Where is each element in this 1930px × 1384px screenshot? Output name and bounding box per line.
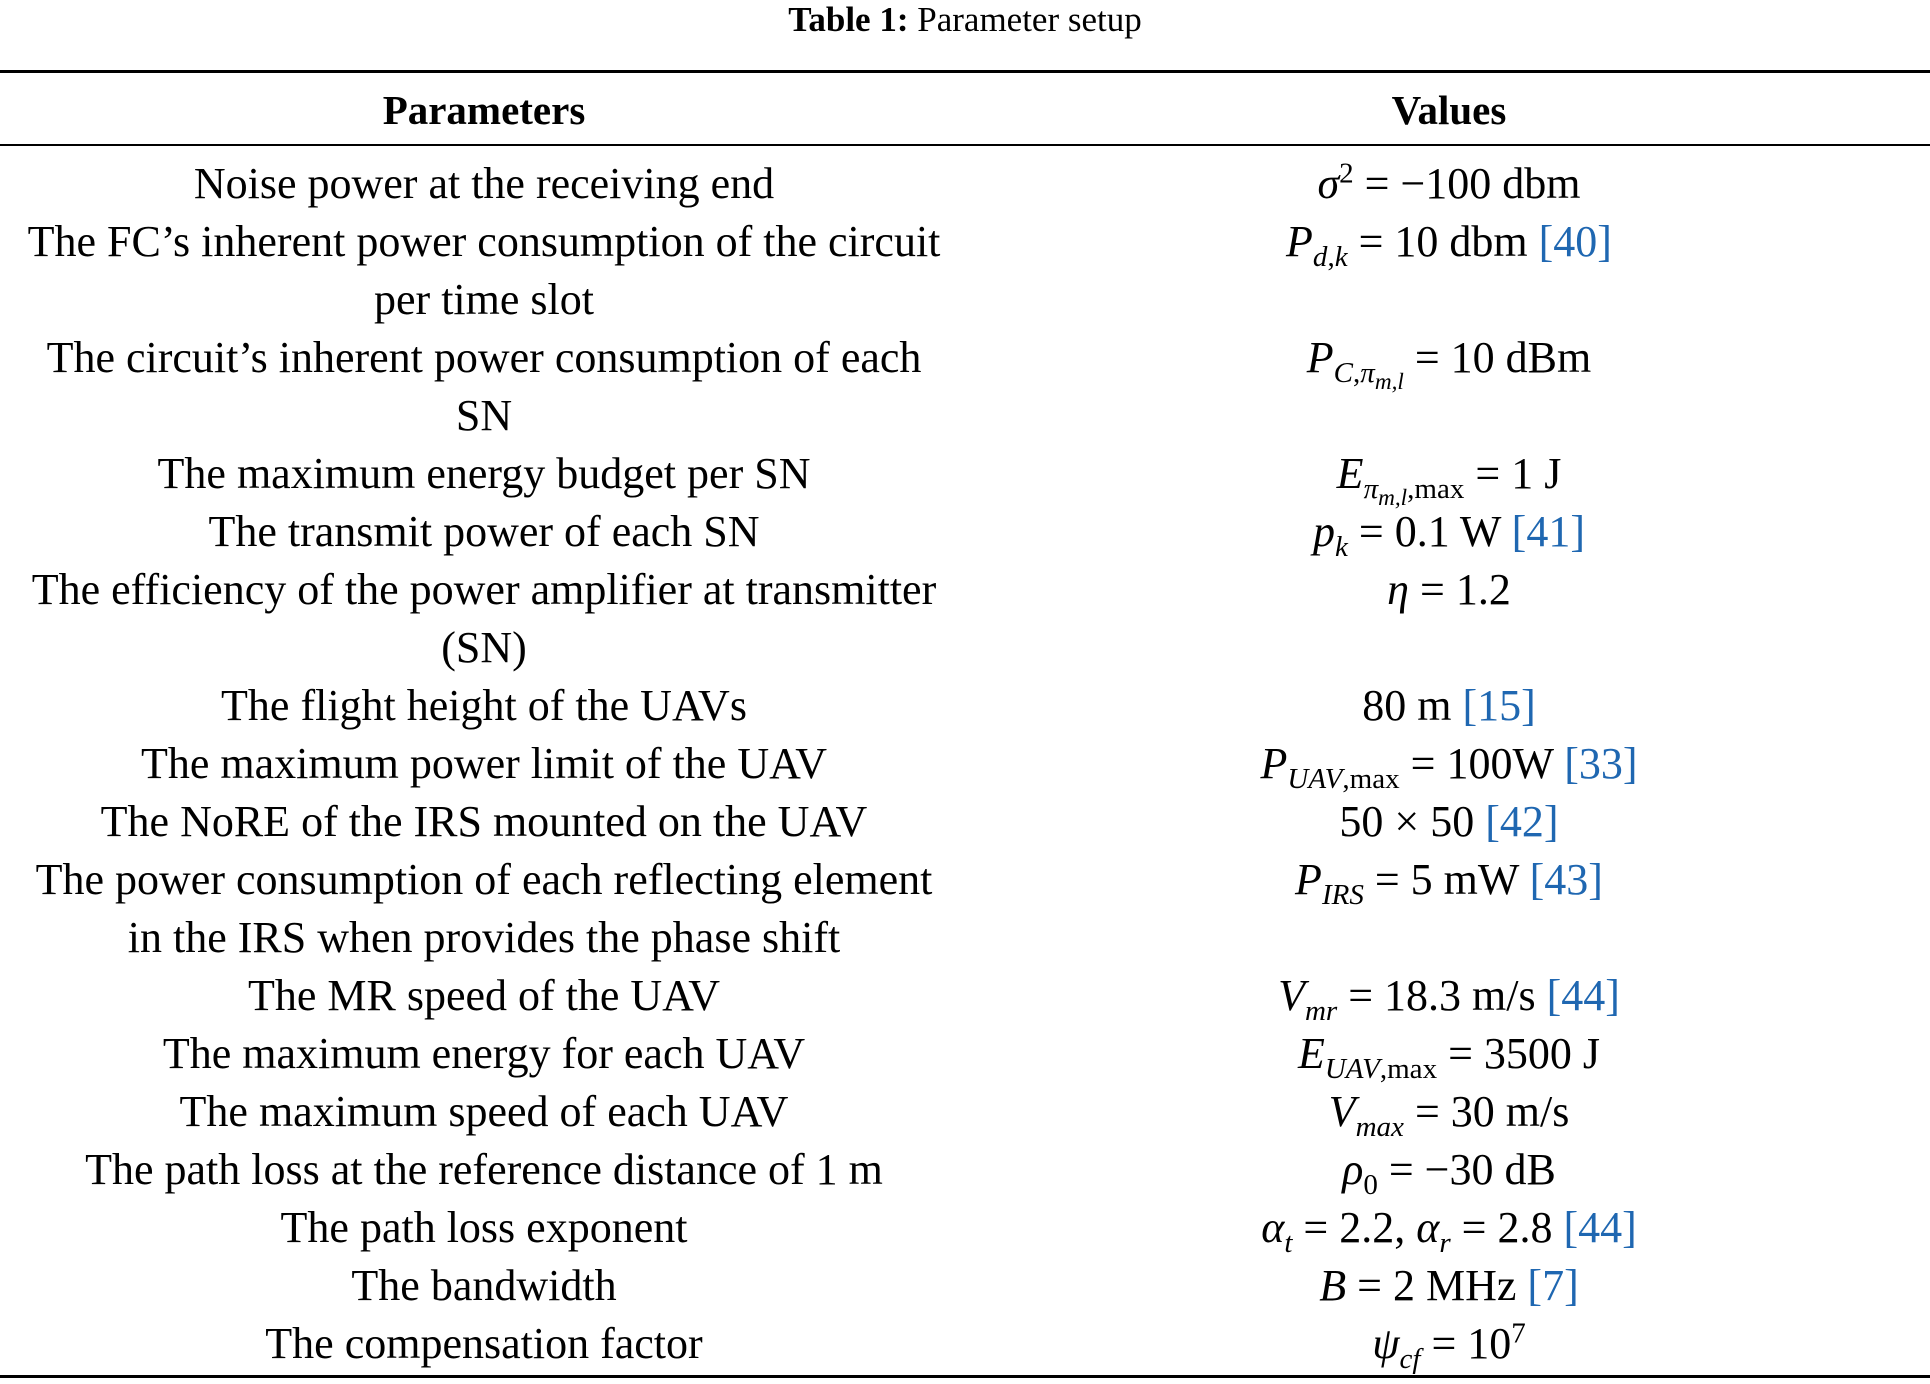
table-row [0,1257,1930,1315]
table-row [0,793,1930,851]
bottom-rule [0,1375,1930,1378]
table-row [0,1315,1930,1373]
param-cell: The maximum energy for each UAV [162,1029,806,1078]
value-text: 80 m [1362,681,1452,730]
citation-link[interactable]: 40 [1553,217,1598,266]
table-row [0,967,1930,1025]
value-cell: $V_{max} = 30$ m/s [1328,1087,1570,1143]
param-cell: The maximum speed of each UAV [179,1087,789,1136]
param-cell: The bandwidth [351,1261,617,1310]
table-row [0,1141,1930,1199]
table-row [0,561,1930,677]
table-row [0,851,1930,967]
param-cell: The compensation factor [265,1319,703,1368]
param-cell: The circuit’s inherent power consumption of each SN [46,333,922,440]
value-cell: $P_{UAV,max} = 100W$ [33] [1260,739,1638,795]
value-cell: $P_{d,k} = 10$ dbm [40] [1286,217,1612,273]
table-row [0,155,1930,213]
table-row [0,503,1930,561]
value-cell: $\psi_{cf} = 10^7$ [1372,1317,1526,1375]
citation-link[interactable]: 41 [1526,507,1571,556]
value-cell: $p_k = 0.1$ W [41] [1313,507,1585,563]
value-cell: η = 1.2 [1387,565,1511,614]
citation-link[interactable]: 44 [1561,971,1606,1020]
header-values: Values [1391,87,1507,133]
citation-link[interactable]: 42 [1499,797,1544,846]
value-cell: $P_{IRS} = 5$ mW [43] [1295,855,1603,911]
header-rule [0,144,1930,146]
table-caption [0,0,1930,40]
value-cell: 80 m [15] [1362,681,1536,730]
param-cell: The NoRE of the IRS mounted on the UAV [100,797,868,846]
value-cell: $P_{C,\pi_{m,l}} = 10$ dBm [1306,333,1592,395]
top-rule [0,70,1930,73]
caption-label: Table 1: [788,0,909,39]
param-cell: The FC’s inherent power consumption of the circuit per time slot [27,217,941,324]
value-cell: $E_{UAV,max} = 3500$ J [1297,1029,1601,1085]
value-cell: B = 2 MHz [7] [1319,1261,1579,1310]
param-cell: The power consumption of each reflecting element in the IRS when provides the phase shift [35,855,933,962]
table-row [0,677,1930,735]
param-cell: The transmit power of each SN [208,507,760,556]
table-row [0,445,1930,511]
header-parameters: Parameters [382,87,586,133]
citation-link[interactable]: 33 [1578,739,1623,788]
param-cell: The maximum energy budget per SN [157,449,811,498]
param-cell: The flight height of the UAVs [221,681,747,730]
table-row [0,213,1930,329]
table-body [0,155,1930,1373]
value-cell: $\sigma^2 = -100$ dbm [1317,157,1581,208]
table-row [0,1083,1930,1141]
table-row [0,1025,1930,1083]
param-cell: The maximum power limit of the UAV [141,739,827,788]
citation-link[interactable]: 7 [1542,1261,1565,1310]
citation-link[interactable]: 43 [1544,855,1589,904]
param-cell: The efficiency of the power amplifier at transmitter (SN) [31,565,937,672]
citation-link[interactable]: 44 [1578,1203,1623,1252]
value-cell: $V_{mr} = 18.3$ m/s [44] [1278,971,1620,1027]
table-row [0,735,1930,793]
value-cell: $E_{\pi_{m,l},max} = 1$ J [1336,449,1562,511]
value-cell: $\rho_0 = -30$ dB [1342,1145,1556,1201]
caption-text: Parameter setup [917,0,1142,39]
param-cell: Noise power at the receiving end [193,159,775,208]
param-cell: The path loss at the reference distance of 1 m [85,1145,883,1194]
value-cell: 50 × 50 [42] [1339,797,1559,846]
table-row [0,329,1930,445]
value-text: 50 × 50 [1339,797,1475,846]
value-cell: $\alpha_t = 2.2$, $\alpha_r = 2.8$ [44] [1261,1203,1637,1259]
param-cell: The MR speed of the UAV [247,971,721,1020]
table-row [0,1199,1930,1257]
citation-link[interactable]: 15 [1477,681,1522,730]
param-cell: The path loss exponent [280,1203,688,1252]
